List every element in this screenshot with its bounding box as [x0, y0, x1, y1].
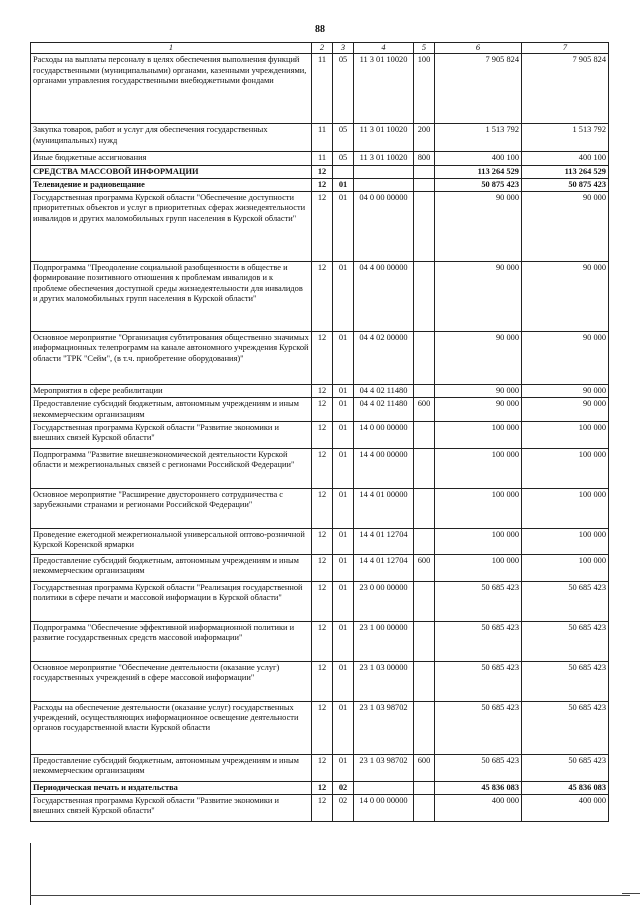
row-name-cell: Подпрограмма "Развитие внешнеэкономической деятельности Курской области и межрегиональных связей с регионами Российской Федерации" [31, 448, 312, 488]
subsection-code-cell: 01 [333, 621, 354, 661]
section-code-cell: 12 [312, 621, 333, 661]
row-name-cell: Проведение ежегодной межрегиональной универсальной оптово-розничной Курской Коренской ярмарки [31, 528, 312, 554]
amount-cell: 100 000 [522, 421, 609, 448]
amount-cell: 50 685 423 [435, 661, 522, 701]
amount-cell: 7 905 824 [522, 54, 609, 124]
amount-cell: 50 685 423 [435, 621, 522, 661]
row-name-cell: Периодическая печать и издательства [31, 781, 312, 794]
expense-type-cell [414, 262, 435, 332]
expense-type-cell: 200 [414, 124, 435, 152]
expense-type-cell: 600 [414, 554, 435, 581]
table-row [31, 795, 609, 822]
page-number: 88 [315, 24, 325, 35]
subsection-code-cell: 02 [333, 795, 354, 822]
table-row [31, 448, 609, 488]
amount-cell: 7 905 824 [435, 54, 522, 124]
subsection-code-cell: 01 [333, 385, 354, 398]
expense-type-cell [414, 581, 435, 621]
target-article-cell: 11 3 01 10020 [354, 124, 414, 152]
expense-type-cell [414, 421, 435, 448]
target-article-cell: 04 0 00 00000 [354, 192, 414, 262]
row-name-cell: Предоставление субсидий бюджетным, автономным учреждениям и иным некоммерческим организациям [31, 398, 312, 422]
expense-type-cell [414, 385, 435, 398]
amount-cell: 100 000 [522, 554, 609, 581]
expense-type-cell [414, 332, 435, 385]
table-row [31, 421, 609, 448]
amount-cell: 113 264 529 [522, 165, 609, 178]
table-row [31, 385, 609, 398]
row-name-cell: Подпрограмма "Преодоление социальной разобщенности в обществе и формирование позитивного отношения к проблемам инвалидов и к проблеме обеспечения доступной среды жизнедеятельности для инвалидов и других маломобильных групп населения в Курской области" [31, 262, 312, 332]
target-article-cell: 23 1 00 00000 [354, 621, 414, 661]
section-code-cell: 12 [312, 165, 333, 178]
amount-cell: 400 000 [522, 795, 609, 822]
subsection-code-cell: 01 [333, 178, 354, 191]
subsection-code-cell: 01 [333, 701, 354, 754]
section-code-cell: 12 [312, 528, 333, 554]
amount-cell: 100 000 [522, 448, 609, 488]
subsection-code-cell: 01 [333, 421, 354, 448]
subsection-code-cell: 01 [333, 262, 354, 332]
amount-cell: 400 100 [522, 152, 609, 165]
target-article-cell: 14 4 01 12704 [354, 554, 414, 581]
row-name-cell: Государственная программа Курской области "Развитие экономики и внешних связей Курской области" [31, 795, 312, 822]
column-header: 5 [414, 43, 435, 54]
row-name-cell: Закупка товаров, работ и услуг для обеспечения государственных (муниципальных) нужд [31, 124, 312, 152]
row-name-cell: Основное мероприятие "Расширение двустороннего сотрудничества с зарубежными странами и регионами Российской Федерации" [31, 488, 312, 528]
subsection-code-cell: 01 [333, 192, 354, 262]
section-code-cell: 12 [312, 754, 333, 781]
amount-cell: 113 264 529 [435, 165, 522, 178]
subsection-code-cell: 01 [333, 488, 354, 528]
row-name-cell: Телевидение и радиовещание [31, 178, 312, 191]
amount-cell: 100 000 [435, 488, 522, 528]
column-header: 4 [354, 43, 414, 54]
amount-cell: 90 000 [435, 385, 522, 398]
section-code-cell: 12 [312, 795, 333, 822]
amount-cell: 50 875 423 [522, 178, 609, 191]
subsection-code-cell: 05 [333, 124, 354, 152]
table-row [31, 124, 609, 152]
expense-type-cell [414, 178, 435, 191]
bottom-rule [30, 895, 630, 896]
amount-cell: 45 836 083 [435, 781, 522, 794]
target-article-cell: 04 4 02 11480 [354, 385, 414, 398]
expense-type-cell [414, 448, 435, 488]
row-name-cell: Подпрограмма "Обеспечение эффективной информационной политики и развитие государственных средств массовой информации" [31, 621, 312, 661]
expense-type-cell: 600 [414, 398, 435, 422]
section-code-cell: 12 [312, 701, 333, 754]
section-code-cell: 12 [312, 554, 333, 581]
target-article-cell: 14 4 00 00000 [354, 448, 414, 488]
amount-cell: 50 685 423 [435, 581, 522, 621]
amount-cell: 90 000 [435, 332, 522, 385]
table-row [31, 554, 609, 581]
section-code-cell: 11 [312, 124, 333, 152]
target-article-cell: 14 4 01 00000 [354, 488, 414, 528]
subsection-code-cell: 02 [333, 781, 354, 794]
target-article-cell: 23 1 03 98702 [354, 754, 414, 781]
amount-cell: 90 000 [435, 398, 522, 422]
table-row [31, 528, 609, 554]
target-article-cell [354, 165, 414, 178]
target-article-cell: 14 0 00 00000 [354, 795, 414, 822]
expense-type-cell [414, 165, 435, 178]
subsection-code-cell: 01 [333, 332, 354, 385]
row-name-cell: Предоставление субсидий бюджетным, автономным учреждениям и иным некоммерческим организациям [31, 554, 312, 581]
table-row [31, 165, 609, 178]
row-name-cell: Государственная программа Курской области "Реализация государственной политики в сфере печати и массовой информации в Курской области" [31, 581, 312, 621]
expense-type-cell [414, 488, 435, 528]
amount-cell: 100 000 [522, 488, 609, 528]
amount-cell: 100 000 [435, 554, 522, 581]
amount-cell: 90 000 [522, 262, 609, 332]
expense-type-cell: 800 [414, 152, 435, 165]
amount-cell: 45 836 083 [522, 781, 609, 794]
expense-type-cell: 600 [414, 754, 435, 781]
target-article-cell: 14 0 00 00000 [354, 421, 414, 448]
table-row [31, 621, 609, 661]
amount-cell: 90 000 [522, 398, 609, 422]
section-code-cell: 12 [312, 448, 333, 488]
target-article-cell [354, 178, 414, 191]
table-row [31, 332, 609, 385]
amount-cell: 100 000 [435, 528, 522, 554]
amount-cell: 400 100 [435, 152, 522, 165]
row-name-cell: Расходы на выплаты персоналу в целях обеспечения выполнения функций государственными (муниципальными) органами, казенными учреждениями, органами управления государственными внебюджетными фондами [31, 54, 312, 124]
amount-cell: 50 685 423 [522, 701, 609, 754]
amount-cell: 50 685 423 [522, 661, 609, 701]
section-code-cell: 12 [312, 661, 333, 701]
section-code-cell: 12 [312, 398, 333, 422]
budget-table [30, 42, 609, 822]
target-article-cell: 23 1 03 98702 [354, 701, 414, 754]
row-name-cell: Иные бюджетные ассигнования [31, 152, 312, 165]
table-row [31, 488, 609, 528]
expense-type-cell [414, 661, 435, 701]
table-row [31, 661, 609, 701]
table-row [31, 262, 609, 332]
amount-cell: 50 685 423 [522, 754, 609, 781]
amount-cell: 90 000 [522, 192, 609, 262]
table-row [31, 152, 609, 165]
subsection-code-cell: 01 [333, 398, 354, 422]
table-row [31, 398, 609, 422]
amount-cell: 50 685 423 [522, 621, 609, 661]
target-article-cell: 04 4 02 00000 [354, 332, 414, 385]
table-row [31, 754, 609, 781]
amount-cell: 90 000 [435, 262, 522, 332]
section-code-cell: 12 [312, 332, 333, 385]
subsection-code-cell: 01 [333, 754, 354, 781]
target-article-cell: 11 3 01 10020 [354, 152, 414, 165]
section-code-cell: 12 [312, 262, 333, 332]
section-code-cell: 12 [312, 781, 333, 794]
row-name-cell: Государственная программа Курской области "Обеспечение доступности приоритетных объектов и услуг в приоритетных сферах жизнедеятельности инвалидов и других маломобильных групп населения в Курской области" [31, 192, 312, 262]
column-header: 7 [522, 43, 609, 54]
amount-cell: 100 000 [522, 528, 609, 554]
section-code-cell: 12 [312, 581, 333, 621]
section-code-cell: 12 [312, 178, 333, 191]
target-article-cell: 23 0 00 00000 [354, 581, 414, 621]
expense-type-cell [414, 795, 435, 822]
amount-cell: 100 000 [435, 421, 522, 448]
amount-cell: 400 000 [435, 795, 522, 822]
subsection-code-cell: 05 [333, 152, 354, 165]
expense-type-cell [414, 528, 435, 554]
section-code-cell: 11 [312, 152, 333, 165]
expense-type-cell [414, 621, 435, 661]
subsection-code-cell: 01 [333, 448, 354, 488]
column-header: 6 [435, 43, 522, 54]
expense-type-cell: 100 [414, 54, 435, 124]
amount-cell: 50 685 423 [435, 754, 522, 781]
section-code-cell: 12 [312, 385, 333, 398]
table-row [31, 178, 609, 191]
target-article-cell: 23 1 03 00000 [354, 661, 414, 701]
subsection-code-cell: 01 [333, 554, 354, 581]
subsection-code-cell: 01 [333, 528, 354, 554]
row-name-cell: Основное мероприятие "Обеспечение деятельности (оказание услуг) государственных учреждений в сфере массовой информации" [31, 661, 312, 701]
section-code-cell: 12 [312, 192, 333, 262]
table-row [31, 54, 609, 124]
corner-mark [622, 893, 640, 894]
amount-cell: 50 685 423 [522, 581, 609, 621]
table-row [31, 192, 609, 262]
row-name-cell: Мероприятия в сфере реабилитации [31, 385, 312, 398]
column-header: 1 [31, 43, 312, 54]
subsection-code-cell: 01 [333, 661, 354, 701]
target-article-cell: 14 4 01 12704 [354, 528, 414, 554]
section-code-cell: 11 [312, 54, 333, 124]
row-name-cell: Государственная программа Курской области "Развитие экономики и внешних связей Курской области" [31, 421, 312, 448]
amount-cell: 1 513 792 [435, 124, 522, 152]
section-code-cell: 12 [312, 488, 333, 528]
amount-cell: 90 000 [522, 385, 609, 398]
subsection-code-cell [333, 165, 354, 178]
row-name-cell: Предоставление субсидий бюджетным, автономным учреждениям и иным некоммерческим организациям [31, 754, 312, 781]
expense-type-cell [414, 701, 435, 754]
subsection-code-cell: 05 [333, 54, 354, 124]
row-name-cell: Расходы на обеспечение деятельности (оказание услуг) государственных учреждений, осуществляющих информационное освещение деятельности органов государственной власти Курской области [31, 701, 312, 754]
table-row [31, 781, 609, 794]
amount-cell: 90 000 [522, 332, 609, 385]
table-row [31, 701, 609, 754]
target-article-cell: 11 3 01 10020 [354, 54, 414, 124]
row-name-cell: СРЕДСТВА МАССОВОЙ ИНФОРМАЦИИ [31, 165, 312, 178]
column-header: 3 [333, 43, 354, 54]
amount-cell: 1 513 792 [522, 124, 609, 152]
row-name-cell: Основное мероприятие "Организация субтитрования общественно значимых информационных телепрограмм на канале автономного учреждения Курской области "ТРК "Сейм", (в т.ч. приобретение оборудования)" [31, 332, 312, 385]
table-header-row [31, 43, 609, 54]
target-article-cell: 04 4 00 00000 [354, 262, 414, 332]
table-row [31, 581, 609, 621]
column-header: 2 [312, 43, 333, 54]
amount-cell: 50 685 423 [435, 701, 522, 754]
target-article-cell: 04 4 02 11480 [354, 398, 414, 422]
amount-cell: 50 875 423 [435, 178, 522, 191]
amount-cell: 100 000 [435, 448, 522, 488]
expense-type-cell [414, 781, 435, 794]
target-article-cell [354, 781, 414, 794]
amount-cell: 90 000 [435, 192, 522, 262]
section-code-cell: 12 [312, 421, 333, 448]
expense-type-cell [414, 192, 435, 262]
subsection-code-cell: 01 [333, 581, 354, 621]
